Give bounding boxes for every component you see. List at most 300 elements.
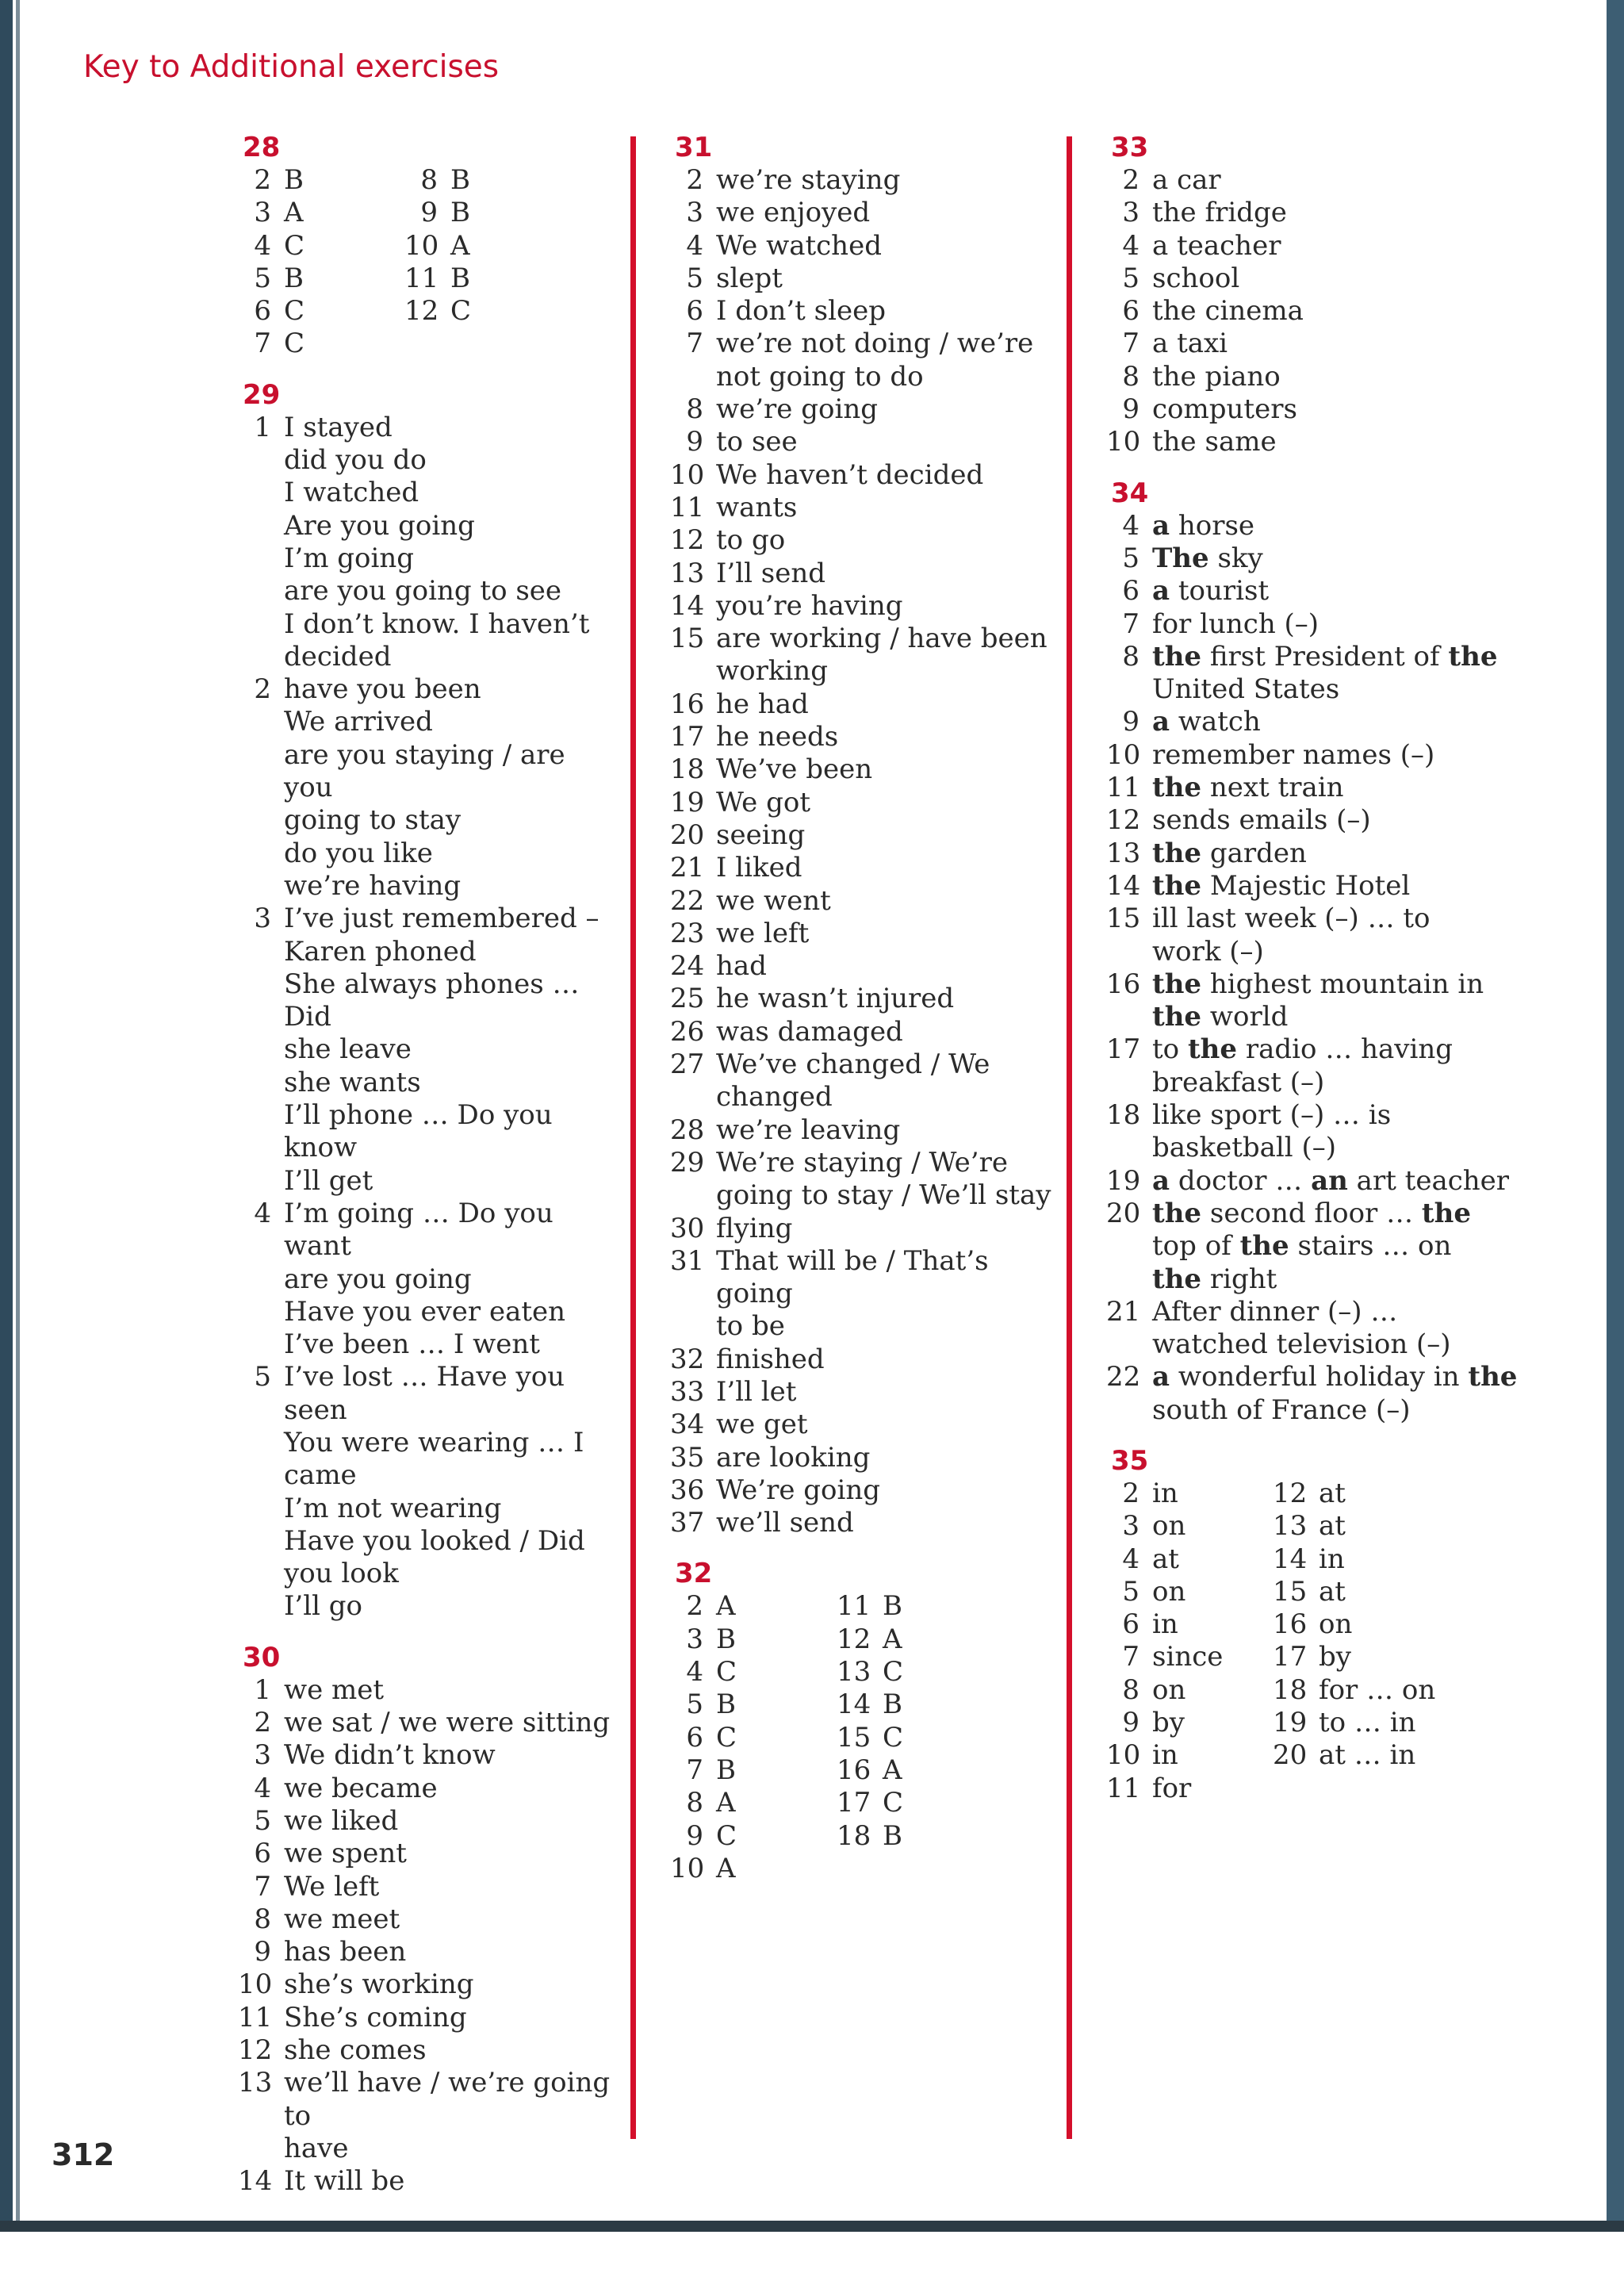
answer-number: 14 [1273, 1543, 1308, 1575]
answer-number: 7 [1122, 328, 1139, 360]
answer-letter: C [284, 328, 305, 360]
answer-number: 2 [254, 673, 271, 706]
column-divider [630, 136, 636, 2139]
answer-item [1106, 263, 1598, 295]
answer-number: 9 [686, 1819, 703, 1852]
answer-item [1106, 361, 1598, 393]
answer-number: 8 [1122, 1673, 1139, 1706]
answer-text: the garden [1152, 837, 1307, 869]
answer-number: 10 [238, 1968, 273, 2001]
answer-text: school [1152, 262, 1240, 294]
answer-item [670, 753, 1059, 786]
answer-item [1273, 1543, 1439, 1576]
answer-item [1106, 426, 1598, 458]
answer-text: the next train [1152, 772, 1344, 804]
answer-item [1106, 1296, 1598, 1328]
answer-number: 21 [1106, 1295, 1141, 1328]
answer-item [670, 1754, 837, 1787]
answer-item [670, 295, 1059, 328]
answer-letter: C [716, 1721, 737, 1754]
answer-text: she’s working [284, 1968, 474, 2001]
answer-list [1106, 164, 1598, 459]
answer-item [670, 787, 1059, 819]
answer-letter: for [1152, 1772, 1192, 1804]
answer-text: remember names (–) [1152, 738, 1435, 771]
answer-continuation: did you do [284, 444, 427, 477]
answer-number: 4 [1122, 509, 1139, 542]
answer-number: 32 [670, 1343, 705, 1375]
answer-number: 20 [1106, 1197, 1141, 1229]
answer-text: to the radio … having [1152, 1033, 1453, 1066]
answer-continuation: Karen phoned [284, 935, 477, 968]
answer-letter: since [1152, 1641, 1224, 1673]
answer-text: we met [284, 1673, 385, 1706]
answer-letter: A [716, 1590, 736, 1623]
answer-text: slept [716, 262, 783, 294]
answer-item [670, 1820, 837, 1853]
answer-item [238, 295, 404, 328]
answer-item [837, 1722, 1003, 1754]
answer-text: has been [284, 1936, 407, 1968]
answer-number: 10 [404, 229, 439, 262]
answer-text: a car [1152, 164, 1221, 196]
answer-item [238, 328, 404, 360]
answer-item [238, 1871, 619, 1903]
answer-text: a watch [1152, 706, 1261, 738]
answer-item [670, 1442, 1059, 1474]
answer-item [1273, 1576, 1439, 1608]
answer-letter: A [716, 1852, 736, 1884]
answer-text: I stayed [284, 411, 393, 443]
answer-item [1273, 1707, 1439, 1739]
answer-number: 7 [1122, 1641, 1139, 1673]
answer-letter: C [716, 1656, 737, 1688]
answer-item [1106, 197, 1598, 229]
answer-text: have you been [284, 673, 481, 706]
answer-letter: C [883, 1656, 904, 1688]
answer-continuation: are you staying / are you [284, 738, 565, 804]
answer-number: 5 [686, 262, 703, 294]
answer-letter: C [450, 295, 472, 328]
answer-number: 8 [254, 1903, 271, 1935]
answer-text: the piano [1152, 360, 1281, 393]
answer-text: are working / have been [716, 623, 1048, 655]
answer-letter: in [1152, 1477, 1178, 1509]
answer-number: 22 [670, 884, 705, 917]
answer-item [1106, 641, 1598, 673]
page-edge-left-line [16, 0, 20, 2229]
answer-letter: C [716, 1819, 737, 1852]
page-title: Key to Additional exercises [83, 49, 500, 85]
answer-text: are looking [716, 1441, 871, 1474]
answer-letter: in [1319, 1543, 1345, 1575]
answer-number: 18 [670, 753, 705, 786]
answer-item [1106, 575, 1598, 608]
section-33 [1106, 131, 1598, 459]
answer-item [238, 1361, 619, 1427]
answer-list [238, 412, 619, 1623]
answer-continuation: to be [716, 1310, 785, 1343]
section-30 [238, 1641, 619, 2198]
section-number: 31 [675, 132, 713, 163]
answer-item [670, 1409, 1059, 1441]
answer-letter: B [284, 262, 304, 294]
answer-text: We’ve changed / We [716, 1048, 990, 1081]
answer-item [238, 1674, 619, 1707]
answer-item [670, 1688, 837, 1721]
answer-number: 2 [254, 1707, 271, 1739]
answer-number: 22 [1106, 1361, 1141, 1393]
answer-item [670, 623, 1059, 655]
answer-number: 12 [404, 295, 439, 328]
answer-item [1106, 1739, 1273, 1772]
answer-letter: at [1152, 1543, 1179, 1575]
answer-grid-column [1273, 1478, 1439, 1805]
page-edge-right [1607, 0, 1624, 2221]
answer-item [1106, 608, 1598, 641]
answer-number: 16 [1106, 968, 1141, 1000]
answer-text: we spent [284, 1838, 407, 1870]
answer-number: 7 [254, 328, 271, 360]
answer-number: 23 [670, 917, 705, 949]
answer-item [837, 1623, 1003, 1656]
answer-item [670, 819, 1059, 852]
answer-text: The sky [1152, 542, 1263, 574]
answer-continuation: want [284, 1230, 351, 1263]
answer-letter: by [1152, 1707, 1185, 1739]
answer-item [670, 524, 1059, 557]
answer-continuation: United States [1152, 673, 1340, 706]
answer-item [1106, 1641, 1273, 1673]
answer-continuation: work (–) [1152, 935, 1264, 968]
column-2 [670, 131, 1059, 1903]
answer-number: 1 [254, 1673, 271, 1706]
answer-number: 4 [1122, 229, 1139, 262]
answer-item [837, 1590, 1003, 1623]
answer-number: 2 [686, 1590, 703, 1623]
answer-number: 7 [254, 1870, 271, 1903]
answer-number: 3 [1122, 1510, 1139, 1543]
answer-continuation: We arrived [284, 706, 433, 738]
answer-grid-column [238, 164, 404, 361]
answer-text: he needs [716, 721, 839, 753]
answer-item [670, 230, 1059, 263]
answer-item [1106, 1478, 1273, 1510]
answer-text: I’ll send [716, 557, 826, 589]
answer-number: 10 [670, 458, 705, 491]
answer-letter: A [883, 1754, 902, 1786]
answer-text: we’re not doing / we’re [716, 328, 1034, 360]
answer-item [238, 1739, 619, 1772]
answer-text: we’re going [716, 393, 878, 426]
answer-item [670, 688, 1059, 721]
answer-letter: C [284, 229, 305, 262]
answer-continuation: I watched [284, 477, 419, 509]
answer-item [1106, 804, 1598, 837]
answer-text: the cinema [1152, 295, 1304, 328]
answer-number: 18 [837, 1819, 871, 1852]
answer-number: 27 [670, 1048, 705, 1081]
answer-continuation: I’ve been … I went [284, 1328, 540, 1361]
answer-number: 11 [670, 491, 705, 523]
answer-text: a taxi [1152, 328, 1228, 360]
answer-letter: at … in [1319, 1739, 1416, 1772]
answer-number: 24 [670, 950, 705, 983]
answer-text: flying [716, 1212, 793, 1244]
answer-text: We didn’t know [284, 1739, 496, 1772]
answer-item [1106, 706, 1598, 738]
answer-continuation: Have you ever eaten [284, 1295, 566, 1328]
answer-letter: B [450, 197, 470, 229]
answer-number: 13 [837, 1656, 871, 1688]
answer-item [238, 263, 404, 295]
answer-item [1106, 739, 1598, 772]
page-number: 312 [52, 2137, 115, 2172]
answer-text: we liked [284, 1804, 399, 1837]
answer-number: 14 [238, 2165, 273, 2198]
answer-number: 5 [1122, 1575, 1139, 1608]
answer-number: 9 [1122, 706, 1139, 738]
answer-text: we meet [284, 1903, 400, 1935]
answer-letter: on [1319, 1608, 1353, 1641]
answer-item [837, 1688, 1003, 1721]
answer-number: 25 [670, 983, 705, 1015]
answer-item [1106, 542, 1598, 575]
answer-item [670, 1114, 1059, 1147]
answer-continuation: top of the stairs … on [1152, 1230, 1452, 1263]
answer-text: to see [716, 426, 798, 458]
answer-continuation: have [284, 2132, 349, 2164]
answer-text: to go [716, 524, 786, 557]
answer-number: 26 [670, 1015, 705, 1048]
answer-number: 3 [686, 197, 703, 229]
answer-item [1106, 295, 1598, 328]
answer-text: we sat / we were sitting [284, 1707, 611, 1739]
answer-item [1273, 1641, 1439, 1673]
answer-item [1106, 1198, 1598, 1230]
answer-number: 9 [1122, 1707, 1139, 1739]
column-3 [1106, 131, 1598, 1823]
answer-number: 3 [254, 1739, 271, 1772]
answer-letter: C [883, 1721, 904, 1754]
answer-number: 29 [670, 1146, 705, 1179]
answer-item [404, 197, 571, 229]
answer-item [1106, 968, 1598, 1001]
answer-continuation: I’m not wearing [284, 1492, 502, 1524]
answer-continuation: I’ll phone … Do you [284, 1099, 553, 1132]
answer-text: we’re staying [716, 164, 901, 196]
section-number: 29 [243, 378, 281, 411]
answer-number: 11 [1106, 1772, 1141, 1804]
answer-number: 4 [686, 1656, 703, 1688]
answer-continuation: I’ll go [284, 1590, 363, 1623]
answer-number: 20 [1273, 1739, 1308, 1772]
answer-letter: on [1152, 1510, 1186, 1543]
section-35 [1106, 1444, 1598, 1805]
answer-number: 21 [670, 852, 705, 884]
section-29 [238, 378, 619, 1623]
answer-item [1106, 1773, 1273, 1805]
answer-letter: to … in [1319, 1707, 1416, 1739]
answer-letter: B [716, 1688, 736, 1721]
answer-continuation: we’re having [284, 869, 462, 902]
answer-item [1106, 393, 1598, 426]
answer-text: We haven’t decided [716, 458, 984, 491]
answer-number: 4 [254, 229, 271, 262]
answer-item [404, 263, 571, 295]
answer-letter: at [1319, 1575, 1346, 1608]
answer-number: 17 [1106, 1033, 1141, 1066]
answer-item [670, 918, 1059, 950]
answer-text: I’ve lost … Have you seen [284, 1361, 565, 1426]
answer-number: 10 [1106, 426, 1141, 458]
answer-continuation: Have you looked / Did [284, 1524, 585, 1557]
answer-text: you’re having [716, 589, 903, 622]
answer-number: 11 [238, 2001, 273, 2033]
answer-number: 9 [1122, 393, 1139, 426]
answer-item [1106, 1099, 1598, 1132]
answer-letter: B [716, 1754, 736, 1786]
answer-number: 17 [670, 721, 705, 753]
answer-number: 34 [670, 1409, 705, 1441]
answer-number: 10 [670, 1852, 705, 1884]
answer-text: She’s coming [284, 2001, 467, 2033]
answer-item [1273, 1674, 1439, 1707]
answer-number: 13 [238, 2067, 273, 2099]
answer-number: 9 [420, 197, 438, 229]
answer-grid-column [837, 1590, 1003, 1885]
answer-letter: C [883, 1787, 904, 1819]
answer-number: 3 [254, 197, 271, 229]
answer-continuation: know [284, 1132, 358, 1164]
answer-continuation: came [284, 1459, 357, 1492]
answer-number: 8 [1122, 360, 1139, 393]
answer-number: 2 [254, 164, 271, 196]
answer-number: 6 [686, 1721, 703, 1754]
answer-number: 7 [1122, 608, 1139, 640]
answer-item [837, 1754, 1003, 1787]
answer-item [238, 164, 404, 197]
answer-number: 2 [1122, 1477, 1139, 1509]
answer-text: the second floor … the [1152, 1197, 1471, 1229]
answer-text: we’re leaving [716, 1114, 901, 1146]
answer-item [670, 197, 1059, 229]
answer-item [1273, 1510, 1439, 1543]
answer-number: 5 [254, 1361, 271, 1393]
answer-item [1106, 1608, 1273, 1641]
answer-letter: B [284, 164, 304, 196]
answer-continuation: Are you going [284, 509, 475, 542]
answer-number: 6 [254, 295, 271, 328]
answer-number: 5 [1122, 262, 1139, 294]
answer-item [238, 2002, 619, 2034]
answer-number: 4 [254, 1197, 271, 1229]
answer-number: 18 [1273, 1673, 1308, 1706]
answer-item [837, 1787, 1003, 1819]
answer-text: I’ve just remembered – [284, 903, 599, 935]
answer-item [238, 1903, 619, 1936]
answer-number: 37 [670, 1507, 705, 1539]
answer-number: 14 [670, 589, 705, 622]
answer-number: 12 [837, 1623, 871, 1655]
answer-text: a horse [1152, 509, 1255, 542]
answer-letter: at [1319, 1477, 1346, 1509]
answer-grid-column [1106, 1478, 1273, 1805]
answer-continuation: working [716, 655, 828, 688]
answer-continuation: I’ll get [284, 1164, 373, 1197]
answer-number: 12 [670, 524, 705, 557]
answer-text: for lunch (–) [1152, 608, 1320, 640]
answer-item [1273, 1739, 1439, 1772]
answer-text: ill last week (–) … to [1152, 903, 1431, 935]
answer-item [670, 1048, 1059, 1081]
answer-number: 12 [238, 2034, 273, 2067]
answer-letter: B [450, 164, 470, 196]
answer-grid [238, 164, 619, 361]
answer-number: 36 [670, 1474, 705, 1506]
answer-text: We got [716, 786, 810, 818]
answer-text: After dinner (–) … [1152, 1295, 1398, 1328]
answer-number: 6 [254, 1838, 271, 1870]
answer-number: 35 [670, 1441, 705, 1474]
answer-text: the fridge [1152, 197, 1287, 229]
answer-text: We’re going [716, 1474, 881, 1506]
answer-item [238, 230, 404, 263]
answer-item [670, 328, 1059, 360]
answer-item [670, 950, 1059, 983]
answer-number: 4 [254, 1772, 271, 1804]
answer-item [1106, 1361, 1598, 1393]
page-edge-left [0, 0, 13, 2229]
answer-item [670, 558, 1059, 590]
answer-item [837, 1656, 1003, 1688]
answer-text: I don’t sleep [716, 295, 886, 328]
answer-text: seeing [716, 818, 806, 851]
answer-continuation: the right [1152, 1263, 1277, 1295]
answer-letter: on [1152, 1575, 1186, 1608]
answer-number: 14 [837, 1688, 871, 1721]
answer-item [670, 459, 1059, 492]
answer-number: 11 [837, 1590, 871, 1623]
answer-text: she comes [284, 2034, 427, 2067]
answer-number: 17 [837, 1787, 871, 1819]
answer-number: 8 [686, 1787, 703, 1819]
answer-text: he wasn’t injured [716, 983, 955, 1015]
answer-item [238, 903, 619, 935]
answer-letter: on [1152, 1673, 1186, 1706]
answer-continuation: decided [284, 640, 392, 673]
answer-text: I liked [716, 852, 802, 884]
answer-continuation: she leave [284, 1033, 412, 1066]
answer-item [837, 1820, 1003, 1853]
answer-number: 11 [404, 262, 439, 294]
answer-text: a wonderful holiday in the [1152, 1361, 1518, 1393]
answer-text: we became [284, 1772, 438, 1804]
answer-item [670, 1016, 1059, 1048]
answer-item [1106, 1033, 1598, 1066]
answer-number: 33 [670, 1375, 705, 1408]
answer-item [404, 164, 571, 197]
answer-item [670, 1474, 1059, 1507]
answer-number: 3 [686, 1623, 703, 1655]
answer-item [1106, 328, 1598, 360]
answer-item [670, 1656, 837, 1688]
answer-text: we’ll send [716, 1507, 854, 1539]
answer-item [238, 1198, 619, 1230]
answer-text: the same [1152, 426, 1277, 458]
answer-number: 9 [254, 1936, 271, 1968]
answer-item [1273, 1478, 1439, 1510]
